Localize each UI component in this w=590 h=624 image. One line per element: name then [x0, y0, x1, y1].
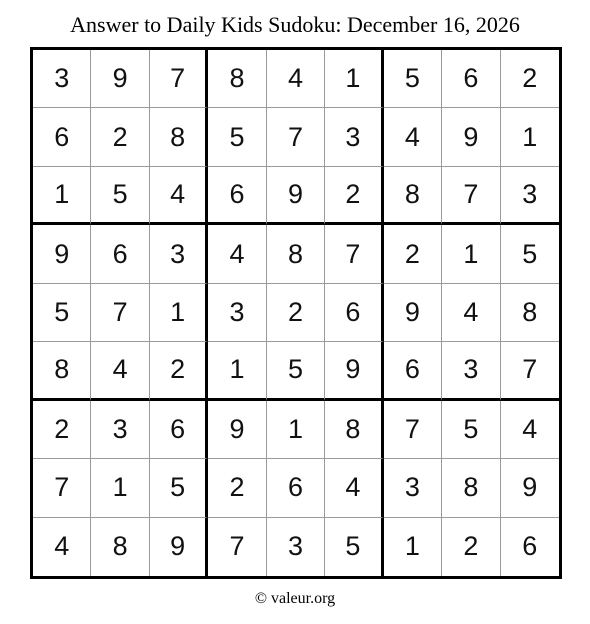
sudoku-cell: 5 [384, 50, 442, 108]
sudoku-cell: 6 [384, 342, 442, 400]
sudoku-cell: 9 [150, 518, 208, 576]
sudoku-cell: 6 [33, 108, 91, 166]
sudoku-cell: 7 [91, 284, 149, 342]
sudoku-cell: 2 [267, 284, 325, 342]
sudoku-cell: 2 [208, 459, 266, 517]
sudoku-cell: 9 [267, 167, 325, 225]
sudoku-cell: 7 [442, 167, 500, 225]
sudoku-cell: 5 [91, 167, 149, 225]
sudoku-cell: 9 [208, 401, 266, 459]
sudoku-cell: 6 [442, 50, 500, 108]
sudoku-cell: 4 [267, 50, 325, 108]
sudoku-cell: 9 [91, 50, 149, 108]
sudoku-cell: 3 [442, 342, 500, 400]
sudoku-cell: 3 [91, 401, 149, 459]
sudoku-cell: 2 [325, 167, 383, 225]
sudoku-cell: 8 [267, 225, 325, 283]
sudoku-cell: 7 [150, 50, 208, 108]
sudoku-cell: 1 [325, 50, 383, 108]
sudoku-cell: 6 [325, 284, 383, 342]
sudoku-cell: 3 [150, 225, 208, 283]
sudoku-cell: 1 [501, 108, 559, 166]
sudoku-cell: 9 [33, 225, 91, 283]
sudoku-cell: 4 [91, 342, 149, 400]
sudoku-cell: 4 [33, 518, 91, 576]
sudoku-cell: 8 [208, 50, 266, 108]
sudoku-cell: 7 [501, 342, 559, 400]
sudoku-cell: 1 [33, 167, 91, 225]
sudoku-cell: 5 [501, 225, 559, 283]
sudoku-cell: 4 [150, 167, 208, 225]
sudoku-cell: 1 [208, 342, 266, 400]
sudoku-cell: 2 [91, 108, 149, 166]
sudoku-cell: 1 [442, 225, 500, 283]
sudoku-cell: 7 [208, 518, 266, 576]
sudoku-cell: 8 [442, 459, 500, 517]
sudoku-cell: 9 [325, 342, 383, 400]
sudoku-cell: 2 [501, 50, 559, 108]
sudoku-cell: 4 [208, 225, 266, 283]
sudoku-cell: 5 [208, 108, 266, 166]
sudoku-cell: 8 [150, 108, 208, 166]
sudoku-cell: 7 [33, 459, 91, 517]
sudoku-cell: 6 [267, 459, 325, 517]
sudoku-cell: 5 [150, 459, 208, 517]
copyright-footer: © valeur.org [254, 590, 336, 607]
sudoku-cell: 9 [501, 459, 559, 517]
sudoku-cell: 1 [91, 459, 149, 517]
sudoku-cell: 1 [384, 518, 442, 576]
sudoku-cell: 2 [442, 518, 500, 576]
sudoku-cell: 5 [442, 401, 500, 459]
sudoku-cell: 7 [325, 225, 383, 283]
sudoku-cell: 4 [325, 459, 383, 517]
sudoku-cell: 8 [384, 167, 442, 225]
sudoku-cell: 5 [33, 284, 91, 342]
sudoku-grid [30, 47, 562, 579]
sudoku-cell: 8 [33, 342, 91, 400]
sudoku-cell: 9 [442, 108, 500, 166]
sudoku-cell: 3 [501, 167, 559, 225]
sudoku-cell: 5 [325, 518, 383, 576]
sudoku-cell: 3 [33, 50, 91, 108]
sudoku-cell: 2 [150, 342, 208, 400]
sudoku-cell: 8 [501, 284, 559, 342]
sudoku-cell: 2 [384, 225, 442, 283]
sudoku-cell: 8 [91, 518, 149, 576]
sudoku-cell: 2 [33, 401, 91, 459]
sudoku-cell: 1 [267, 401, 325, 459]
sudoku-cell: 7 [267, 108, 325, 166]
sudoku-cell: 4 [384, 108, 442, 166]
sudoku-cell: 6 [91, 225, 149, 283]
sudoku-cell: 3 [384, 459, 442, 517]
sudoku-cell: 6 [150, 401, 208, 459]
sudoku-cell: 6 [522, 531, 538, 562]
sudoku-cell: 1 [150, 284, 208, 342]
sudoku-cell: 8 [325, 401, 383, 459]
sudoku-cell: 4 [501, 401, 559, 459]
page-title: Answer to Daily Kids Sudoku: December 16, 2026 [70, 12, 520, 37]
sudoku-cell: 3 [208, 284, 266, 342]
sudoku-cell: 5 [267, 342, 325, 400]
sudoku-cell: 3 [267, 518, 325, 576]
sudoku-cell: 7 [384, 401, 442, 459]
sudoku-cell: 4 [442, 284, 500, 342]
sudoku-cell: 6 [208, 167, 266, 225]
sudoku-cell: 9 [384, 284, 442, 342]
sudoku-cell: 3 [325, 108, 383, 166]
